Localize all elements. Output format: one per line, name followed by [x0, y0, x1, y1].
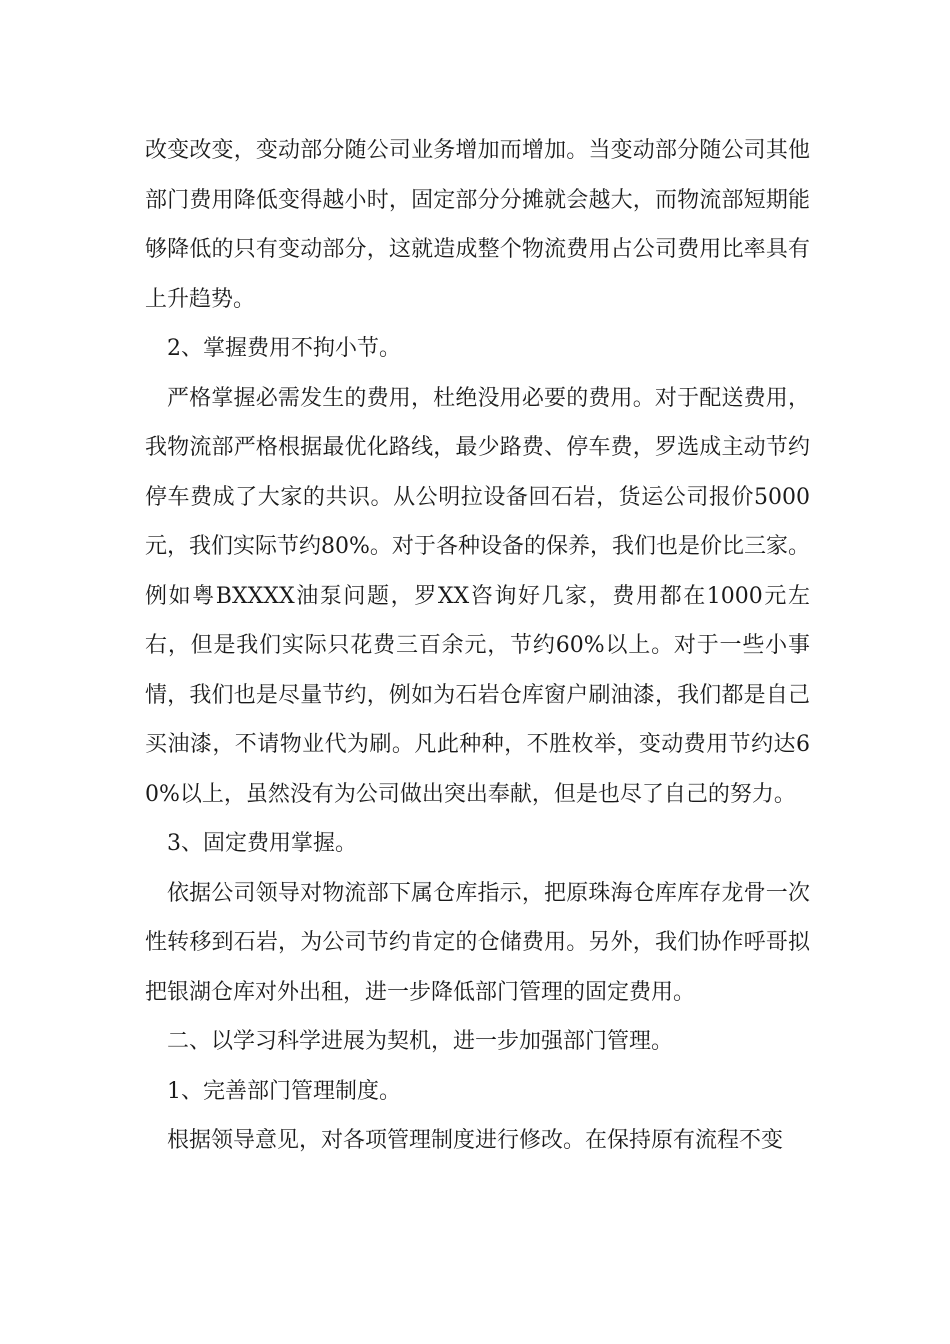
heading-fixed-costs: 3、固定费用掌握。	[167, 831, 357, 856]
heading-management-system: 1、完善部门管理制度。	[167, 1078, 401, 1104]
paragraph-cost-trend: 改变改变，变动部分随公司业务增加而增加。当变动部分随公司其他部门费用降低变得越小时，固定部分分摊就会越大，而物流部短期能够降低的只有变动部分，这就造成整个物流费用占公司费用比率具有上升趋势。	[145, 138, 810, 312]
document-body	[145, 126, 810, 1166]
paragraph-system-revision: 根据领导意见，对各项管理制度进行修改。在保持原有流程不变	[167, 1128, 784, 1153]
heading-control-expenses: 2、掌握费用不拘小节。	[167, 336, 401, 361]
paragraph-warehouse-transfer: 依据公司领导对物流部下属仓库指示，把原珠海仓库库存龙骨一次性转移到石岩，为公司节约肯定的仓储费用。另外，我们协作呼哥拟把银湖仓库对外出租，进一步降低部门管理的固定费用。	[145, 880, 810, 1005]
heading-section-two: 二、以学习科学进展为契机，进一步加强部门管理。	[167, 1029, 674, 1054]
paragraph-expense-savings: 严格掌握必需发生的费用，杜绝没用必要的费用。对于配送费用，我物流部严格根据最优化路线，最少路费、停车费，罗选成主动节约停车费成了大家的共识。从公明拉设备回石岩，货运公司报价5000元，我们实际节约80%。对于各种设备的保养，我们也是价比三家。例如粤BXXXX油泵问题，罗XX咨询好几家，费用都在1000元左右，但是我们实际只花费三百余元，节约60%以上。对于一些小事情，我们也是尽量节约，例如为石岩仓库窗户刷油漆，我们都是自己买油漆，不请物业代为刷。凡此种种，不胜枚举，变动费用节约达60%以上，虽然没有为公司做出突出奉献，但是也尽了自己的努力。	[145, 385, 810, 807]
